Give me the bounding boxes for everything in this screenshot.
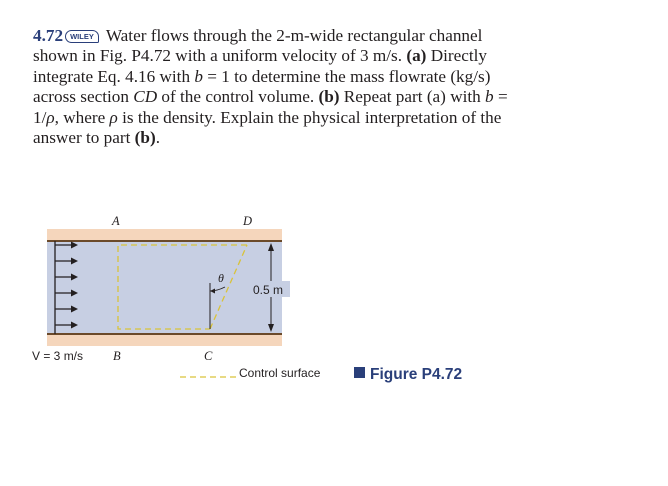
problem-number: 4.72 — [33, 26, 64, 45]
top-bank — [47, 229, 282, 241]
sentence-4: of the control volume. — [161, 87, 315, 107]
figure-caption: Figure P4.72 — [370, 366, 463, 383]
part-b-label: (b) — [318, 87, 340, 107]
part-a-label: (a) — [406, 46, 427, 66]
part-b-ref: (b) — [134, 128, 156, 148]
sentence-5: Repeat part (a) with — [343, 87, 481, 107]
label-b: B — [113, 349, 121, 363]
legend-text: Control surface — [239, 366, 321, 380]
sentence-2: Directly integrate Eq. 4.16 with — [33, 46, 488, 86]
bottom-bank — [47, 334, 282, 346]
sentence-3: = 1 to determine the mass flowrate (kg/s) across section — [33, 66, 491, 107]
sentence-7: , where — [54, 107, 106, 127]
depth-label: 0.5 m — [253, 283, 284, 297]
velocity-label: V = 3 m/s — [32, 349, 84, 363]
rho-1: ρ — [46, 107, 55, 127]
sentence-end: . — [155, 128, 160, 148]
var-b-2: b — [485, 87, 494, 107]
label-a: A — [112, 214, 120, 228]
sentence-1: Water flows through the 2-m-wide rectangular channel shown in Fig. P4.72 with a uniform velocity of 3 m/s. — [33, 26, 483, 66]
theta-label: θ — [218, 271, 224, 285]
section-cd: CD — [133, 87, 158, 107]
sentence-6: = 1/ — [33, 87, 508, 127]
sentence-8: is the density. Explain the physical interpretation of the answer to part — [33, 107, 502, 148]
water-channel — [47, 241, 282, 334]
caption-square-icon — [354, 367, 365, 378]
label-d: D — [243, 214, 253, 228]
var-b: b — [194, 66, 203, 86]
wiley-badge: WILEY — [65, 30, 99, 43]
rho-2: ρ — [109, 107, 118, 127]
label-c: C — [204, 349, 213, 363]
